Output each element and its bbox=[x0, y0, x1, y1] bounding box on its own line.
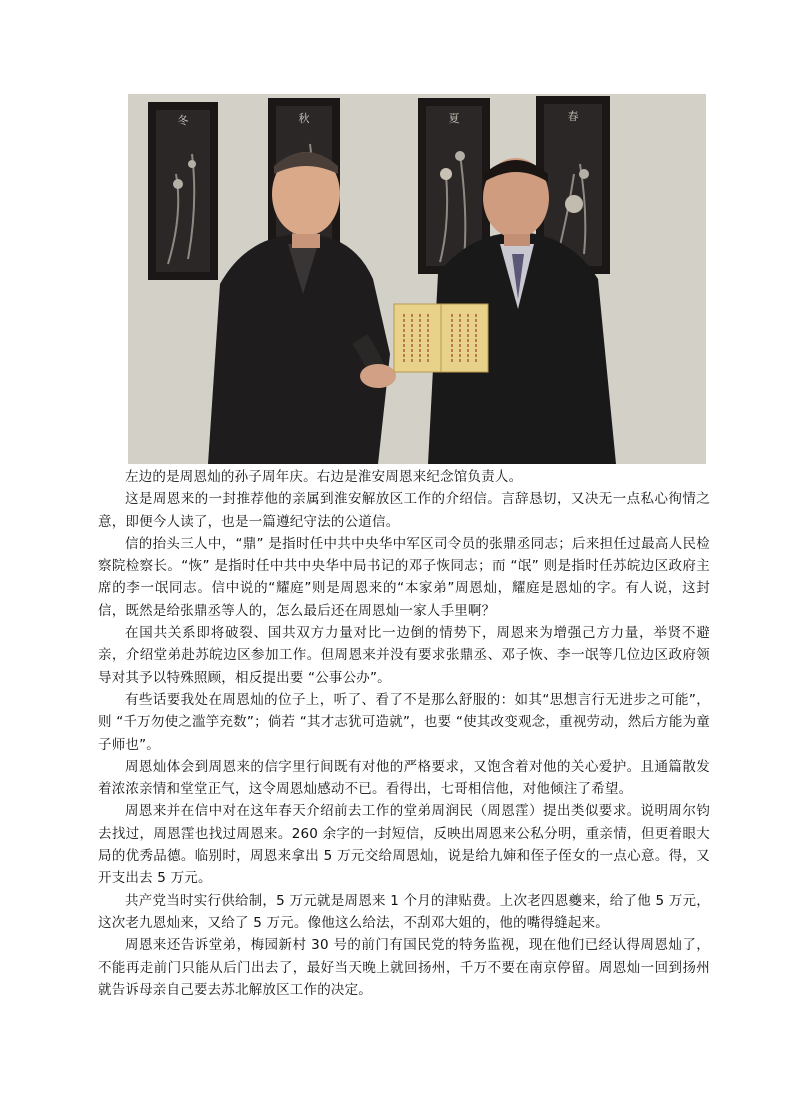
photo-caption: 左边的是周恩灿的孙子周年庆。右边是淮安周恩来纪念馆负责人。 bbox=[125, 469, 523, 485]
photo-illustration bbox=[128, 94, 706, 464]
panel-char: 春 bbox=[567, 110, 579, 123]
panel-char: 冬 bbox=[177, 114, 189, 127]
paragraph: 信的抬头三人中，“鼎” 是指时任中共中央华中军区司令员的张鼎丞同志；后来担任过最高人民检察院检察长。“恢” 是指时任中共中央华中局书记的邓子恢同志；而 “氓” 则是指时任苏皖边区政府主席的李一氓同志。信中说的“耀庭”则是周恩来的“本家弟”周恩灿，耀庭是恩灿的字。有人说，这封信，既然是给张鼎丞等人的，怎么最后还在周恩灿一家人手里啊？ bbox=[98, 535, 710, 619]
paragraph: 在国共关系即将破裂、国共双方力量对比一边倒的情势下，周恩来为增强己方力量，举贤不避亲，介绍堂弟赴苏皖边区参加工作。但周恩来并没有要求张鼎丞、邓子恢、李一氓等几位边区政府领导对其予以特殊照顾，相反提出要 “公事公办”。 bbox=[98, 625, 710, 686]
letter-document bbox=[394, 304, 488, 372]
paragraph: 有些话要我处在周恩灿的位子上，听了、看了不是那么舒服的：如其“思想言行无进步之可能”，则 “千万勿使之滥竽充数”；倘若 “其才志犹可造就”，也要 “使其改变观念，重视劳动，然后方能为童子师也”。 bbox=[98, 691, 710, 753]
paragraph: 这是周恩来的一封推荐他的亲属到淮安解放区工作的介绍信。言辞恳切，又决无一点私心徇情之意，即便今人读了，也是一篇遵纪守法的公道信。 bbox=[98, 491, 710, 530]
paragraph: 周恩来还告诉堂弟，梅园新村 30 号的前门有国民党的特务监视，现在他们已经认得周恩灿了，不能再走前门只能从后门出去了，最好当天晚上就回扬州，千万不要在南京停留。周恩灿一回到扬州就告诉母亲自己要去苏北解放区工作的决定。 bbox=[98, 937, 710, 998]
panel-char: 秋 bbox=[298, 112, 310, 125]
handshake bbox=[360, 364, 396, 388]
paragraph: 周恩灿体会到周恩来的信字里行间既有对他的严格要求，又饱含着对他的关心爱护。且通篇散发着浓浓亲情和堂堂正气，这令周恩灿感动不已。看得出，七哥相信他，对他倾注了希望。 bbox=[98, 758, 710, 798]
panel-char: 夏 bbox=[448, 112, 460, 125]
article-body bbox=[98, 466, 710, 1001]
paragraph: 共产党当时实行供给制，5 万元就是周恩来 1 个月的津贴费。上次老四恩夔来，给了他 5 万元，这次老九恩灿来，又给了 5 万元。像他这么给法，不刮邓大姐的，他的嘴得缝起来。 bbox=[98, 892, 710, 931]
photo bbox=[128, 94, 706, 464]
wall-panel-1 bbox=[148, 102, 218, 280]
paragraph: 周恩来并在信中对在这年春天介绍前去工作的堂弟周润民（周恩霔）提出类似要求。说明周尔钧去找过，周恩霔也找过周恩来。260 余字的一封短信，反映出周恩来公私分明，重亲情，但更着眼大局的优秀品德。临别时，周恩来拿出 5 万元交给周恩灿，说是给九婶和侄子侄女的一点心意。得，又开支出去 5 万元。 bbox=[98, 803, 710, 887]
